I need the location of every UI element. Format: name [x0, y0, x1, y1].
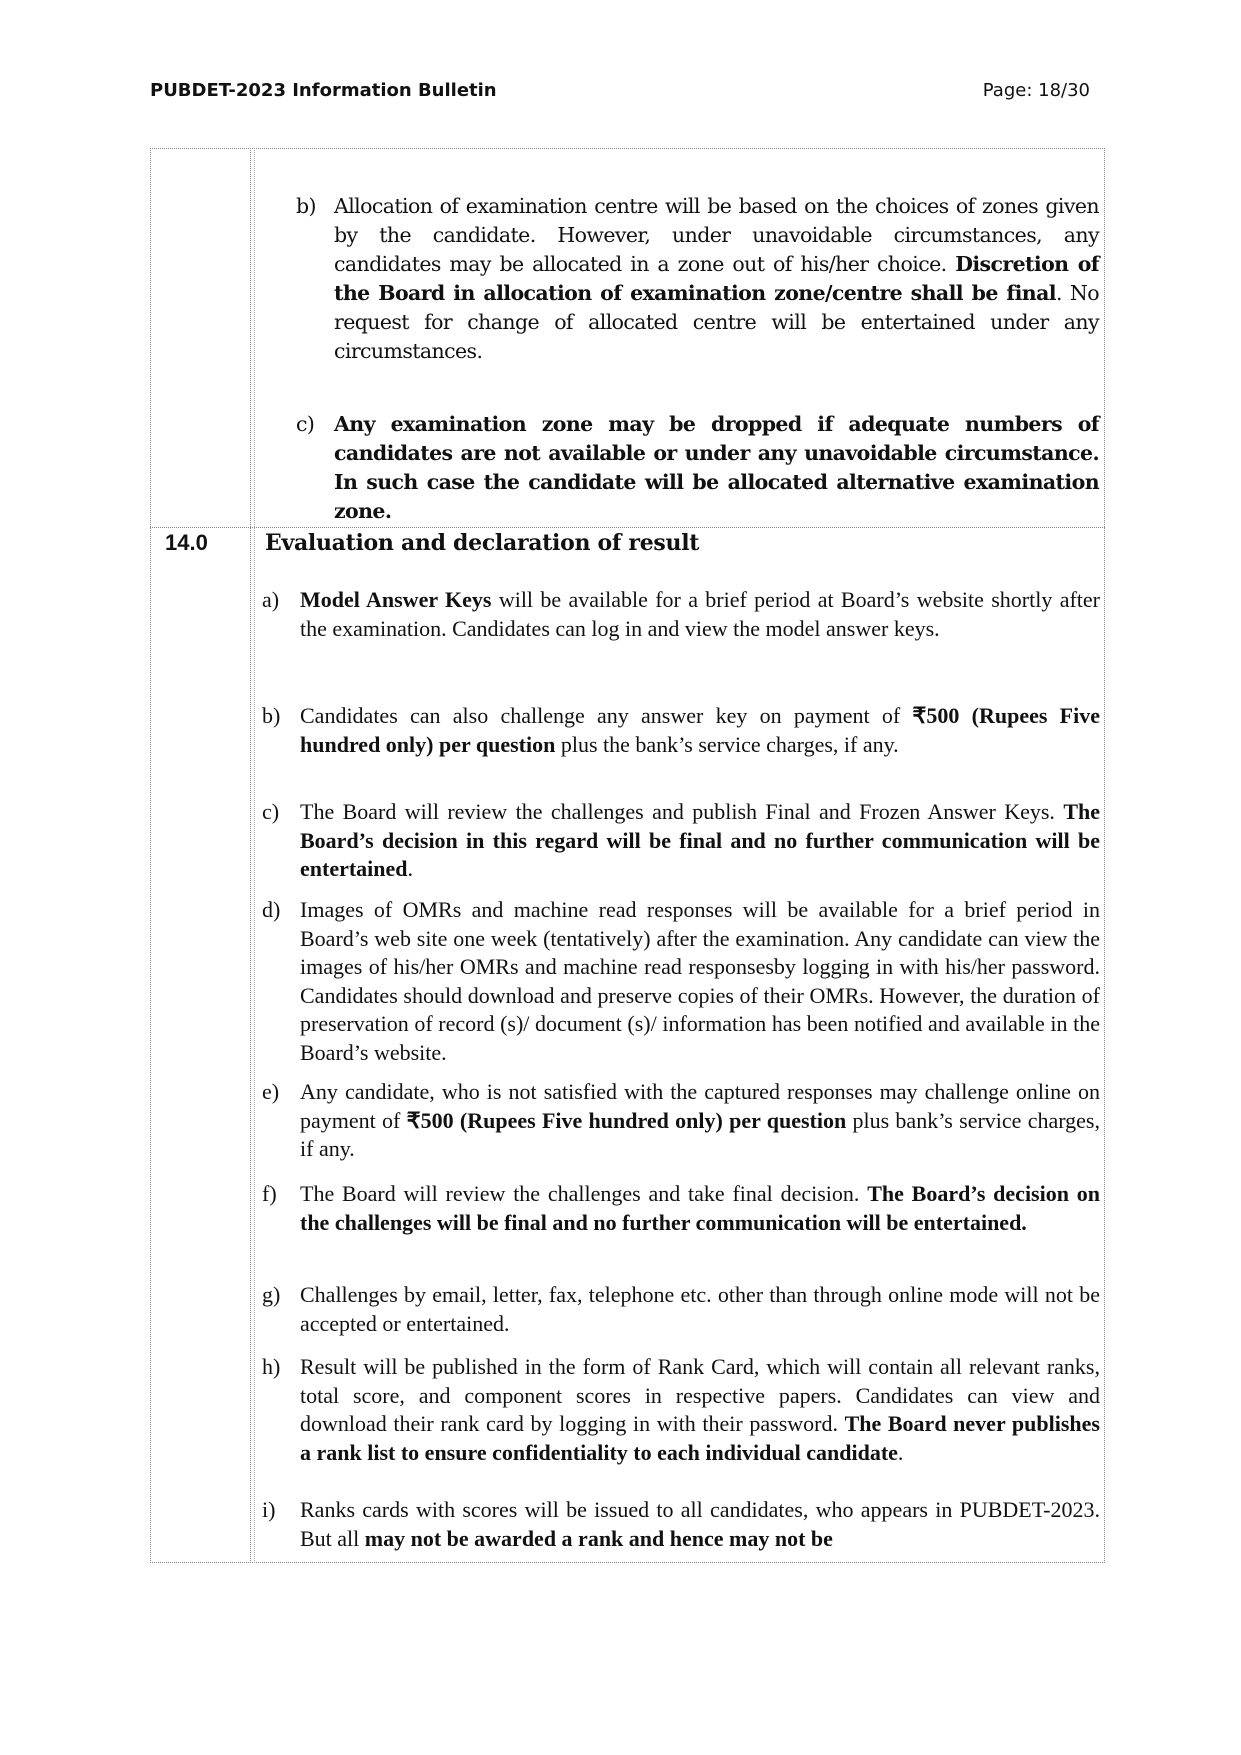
item-label: g) — [262, 1282, 281, 1307]
text-run: The Board will review the challenges and take final decision. — [300, 1181, 868, 1206]
item-text — [300, 1078, 1100, 1164]
item-text — [300, 586, 1100, 643]
item-label: d) — [262, 897, 281, 922]
bold-text-run: Model Answer Keys — [300, 587, 492, 612]
list-item — [296, 192, 1106, 372]
item-text — [334, 192, 1099, 366]
text-run: . No request for change of allocated centre will be entertained under any circumstances. — [334, 281, 1100, 363]
text-run: Ranks cards with scores will be issued to all candidates, who appears in PUBDET-2023. But all — [300, 1497, 1100, 1551]
section-title: Evaluation and declaration of result — [265, 530, 700, 556]
bold-text-run: The Board’s decision on the challenges will be final and no further communication will be entertained. — [300, 1181, 1100, 1235]
item-text — [300, 896, 1100, 1067]
item-label: c) — [262, 799, 280, 824]
section-number: 14.0 — [165, 530, 208, 555]
item-text — [300, 798, 1100, 884]
item-text — [300, 1496, 1100, 1553]
text-run: Allocation of examination centre will be based on the choices of zones given by the candidate. However, under unavoidable circumstances, any candidates may be allocated in a zone out of his/her choice. — [334, 194, 1099, 276]
text-run: . — [897, 1439, 904, 1465]
text-run: plus the bank’s service charges, if any. — [555, 731, 899, 757]
bold-text-run: The Board’s decision in this regard will be final and no further communication will be entertained — [300, 799, 1100, 881]
list-item — [296, 410, 1106, 530]
item-label: b) — [296, 194, 316, 218]
item-label: a) — [262, 587, 280, 612]
text-run: plus bank’s service charges, if any. — [300, 1107, 1100, 1161]
text-run: Any candidate, who is not satisfied with the captured responses may challenge online on payment of — [300, 1079, 1100, 1133]
bold-text-run: Any examination zone may be dropped if adequate numbers of candidates are not available or under any unavoidable circumstance. In such case the candidate will be allocated alternative examination zone. — [334, 412, 1099, 523]
bold-text-run: The Board never publishes a rank list to ensure confidentiality to each individual candidate — [300, 1411, 1100, 1465]
text-run: Challenges by email, letter, fax, telephone etc. other than through online mode will not be accepted or entertained. — [300, 1282, 1100, 1336]
bold-text-run: may not be awarded a rank and hence may not be — [364, 1525, 833, 1551]
item-label: b) — [262, 703, 281, 728]
item-label: h) — [262, 1354, 281, 1379]
text-run: . — [407, 856, 414, 881]
text-run: Images of OMRs and machine read responses will be available for a brief period in Board’s web site one week (tentatively) after the examination. Any candidate can view the images of his/her OMRs and machine read responsesby logging in with his/her password. Candidates should download and preserve copies of their OMRs. However, the duration of preservation of record (s)/ document (s)/ information has been notified and available in the Board’s website. — [300, 897, 1100, 1065]
text-run: The Board will review the challenges and publish Final and Frozen Answer Keys. — [300, 799, 1064, 824]
text-run: Result will be published in the form of Rank Card, which will contain all relevant ranks, total score, and component scores in respective papers. Candidates can view and download their rank card by logging in with their password. — [300, 1354, 1100, 1436]
column-divider — [250, 148, 251, 1563]
column-divider-inner — [254, 148, 255, 1563]
bold-text-run: Discretion of the Board in allocation of examination zone/centre shall be final — [334, 252, 1099, 305]
text-run: will be available for a brief period at Board’s website shortly after the examination. Candidates can log in and view the model answer keys. — [300, 587, 1100, 641]
item-text — [300, 1353, 1100, 1467]
document-title: PUBDET-2023 Information Bulletin — [150, 80, 497, 101]
item-label: e) — [262, 1079, 280, 1104]
item-text — [300, 1180, 1100, 1237]
item-text — [334, 410, 1099, 526]
bold-text-run: ₹500 (Rupees Five hundred only) per question — [406, 1107, 847, 1133]
item-text — [300, 702, 1100, 759]
item-label: f) — [262, 1181, 277, 1206]
item-label: c) — [296, 412, 315, 436]
bold-text-run: ₹500 (Rupees Five hundred only) per question — [300, 703, 1100, 757]
item-label: i) — [262, 1497, 276, 1522]
text-run: Candidates can also challenge any answer key on payment of — [300, 703, 913, 728]
page-header — [150, 80, 1090, 110]
page-number: Page: 18/30 — [982, 80, 1090, 101]
item-text — [300, 1281, 1100, 1338]
